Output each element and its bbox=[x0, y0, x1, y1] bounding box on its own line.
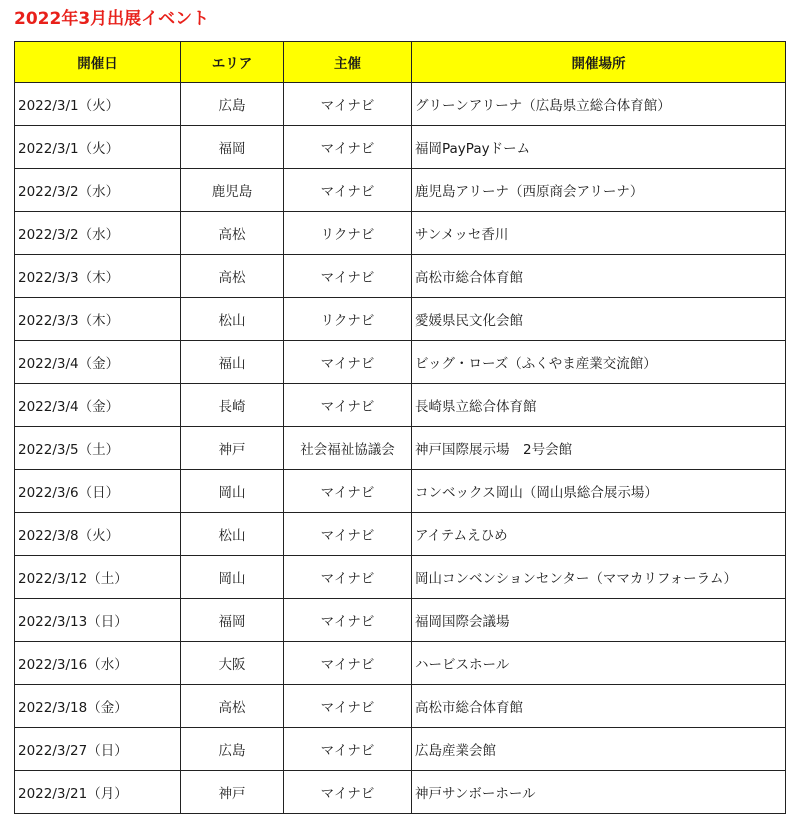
cell-area: 広島 bbox=[181, 83, 284, 126]
header-host: 主催 bbox=[284, 42, 412, 83]
cell-date: 2022/3/1（火） bbox=[15, 83, 181, 126]
cell-date: 2022/3/3（木） bbox=[15, 255, 181, 298]
cell-host: マイナビ bbox=[284, 556, 412, 599]
cell-venue: 福岡国際会議場 bbox=[412, 599, 786, 642]
cell-area: 鹿児島 bbox=[181, 169, 284, 212]
cell-venue: 神戸国際展示場 2号会館 bbox=[412, 427, 786, 470]
cell-area: 福岡 bbox=[181, 126, 284, 169]
cell-area: 岡山 bbox=[181, 556, 284, 599]
table-row bbox=[15, 83, 786, 126]
header-venue: 開催場所 bbox=[412, 42, 786, 83]
cell-venue: 鹿児島アリーナ（西原商会アリーナ） bbox=[412, 169, 786, 212]
cell-host: マイナビ bbox=[284, 169, 412, 212]
cell-venue: 高松市総合体育館 bbox=[412, 255, 786, 298]
cell-host: マイナビ bbox=[284, 599, 412, 642]
cell-date: 2022/3/5（土） bbox=[15, 427, 181, 470]
cell-area: 長崎 bbox=[181, 384, 284, 427]
cell-host: マイナビ bbox=[284, 384, 412, 427]
cell-date: 2022/3/21（月） bbox=[15, 771, 181, 814]
cell-date: 2022/3/1（火） bbox=[15, 126, 181, 169]
cell-venue: 岡山コンベンションセンター（ママカリフォーラム） bbox=[412, 556, 786, 599]
cell-host: マイナビ bbox=[284, 728, 412, 771]
cell-host: マイナビ bbox=[284, 470, 412, 513]
cell-date: 2022/3/27（日） bbox=[15, 728, 181, 771]
cell-area: 福岡 bbox=[181, 599, 284, 642]
table-body bbox=[15, 83, 786, 814]
cell-host: マイナビ bbox=[284, 341, 412, 384]
cell-area: 大阪 bbox=[181, 642, 284, 685]
cell-host: マイナビ bbox=[284, 255, 412, 298]
cell-host: 社会福祉協議会 bbox=[284, 427, 412, 470]
table-row bbox=[15, 212, 786, 255]
cell-area: 神戸 bbox=[181, 771, 284, 814]
header-date: 開催日 bbox=[15, 42, 181, 83]
cell-venue: 福岡PayPayドーム bbox=[412, 126, 786, 169]
cell-venue: サンメッセ香川 bbox=[412, 212, 786, 255]
cell-date: 2022/3/8（火） bbox=[15, 513, 181, 556]
cell-venue: ビッグ・ローズ（ふくやま産業交流館） bbox=[412, 341, 786, 384]
cell-date: 2022/3/3（木） bbox=[15, 298, 181, 341]
cell-host: マイナビ bbox=[284, 642, 412, 685]
table-row bbox=[15, 556, 786, 599]
table-row bbox=[15, 298, 786, 341]
table-row bbox=[15, 642, 786, 685]
cell-venue: 高松市総合体育館 bbox=[412, 685, 786, 728]
cell-venue: 長崎県立総合体育館 bbox=[412, 384, 786, 427]
cell-date: 2022/3/12（土） bbox=[15, 556, 181, 599]
table-row bbox=[15, 169, 786, 212]
cell-date: 2022/3/2（水） bbox=[15, 169, 181, 212]
table-row bbox=[15, 255, 786, 298]
table-row bbox=[15, 470, 786, 513]
cell-host: リクナビ bbox=[284, 212, 412, 255]
table-row bbox=[15, 341, 786, 384]
page-title: 2022年3月出展イベント bbox=[14, 9, 210, 29]
events-table bbox=[14, 41, 786, 814]
cell-area: 高松 bbox=[181, 255, 284, 298]
cell-venue: ハービスホール bbox=[412, 642, 786, 685]
cell-venue: コンベックス岡山（岡山県総合展示場） bbox=[412, 470, 786, 513]
cell-area: 神戸 bbox=[181, 427, 284, 470]
cell-date: 2022/3/13（日） bbox=[15, 599, 181, 642]
table-row bbox=[15, 126, 786, 169]
cell-area: 高松 bbox=[181, 212, 284, 255]
cell-date: 2022/3/18（金） bbox=[15, 685, 181, 728]
cell-host: マイナビ bbox=[284, 126, 412, 169]
cell-date: 2022/3/4（金） bbox=[15, 341, 181, 384]
header-area: エリア bbox=[181, 42, 284, 83]
cell-host: マイナビ bbox=[284, 513, 412, 556]
cell-date: 2022/3/2（水） bbox=[15, 212, 181, 255]
table-row bbox=[15, 513, 786, 556]
cell-date: 2022/3/4（金） bbox=[15, 384, 181, 427]
cell-venue: 神戸サンボーホール bbox=[412, 771, 786, 814]
table-row bbox=[15, 771, 786, 814]
cell-date: 2022/3/16（水） bbox=[15, 642, 181, 685]
table-row bbox=[15, 384, 786, 427]
cell-venue: グリーンアリーナ（広島県立総合体育館） bbox=[412, 83, 786, 126]
cell-date: 2022/3/6（日） bbox=[15, 470, 181, 513]
cell-area: 松山 bbox=[181, 513, 284, 556]
cell-area: 広島 bbox=[181, 728, 284, 771]
cell-venue: アイテムえひめ bbox=[412, 513, 786, 556]
cell-venue: 愛媛県民文化会館 bbox=[412, 298, 786, 341]
cell-host: マイナビ bbox=[284, 83, 412, 126]
table-row bbox=[15, 728, 786, 771]
cell-area: 岡山 bbox=[181, 470, 284, 513]
table-row bbox=[15, 599, 786, 642]
cell-area: 松山 bbox=[181, 298, 284, 341]
table-row bbox=[15, 685, 786, 728]
cell-area: 福山 bbox=[181, 341, 284, 384]
cell-host: マイナビ bbox=[284, 771, 412, 814]
header-row bbox=[15, 42, 786, 83]
cell-host: リクナビ bbox=[284, 298, 412, 341]
cell-area: 高松 bbox=[181, 685, 284, 728]
cell-host: マイナビ bbox=[284, 685, 412, 728]
table-row bbox=[15, 427, 786, 470]
cell-venue: 広島産業会館 bbox=[412, 728, 786, 771]
